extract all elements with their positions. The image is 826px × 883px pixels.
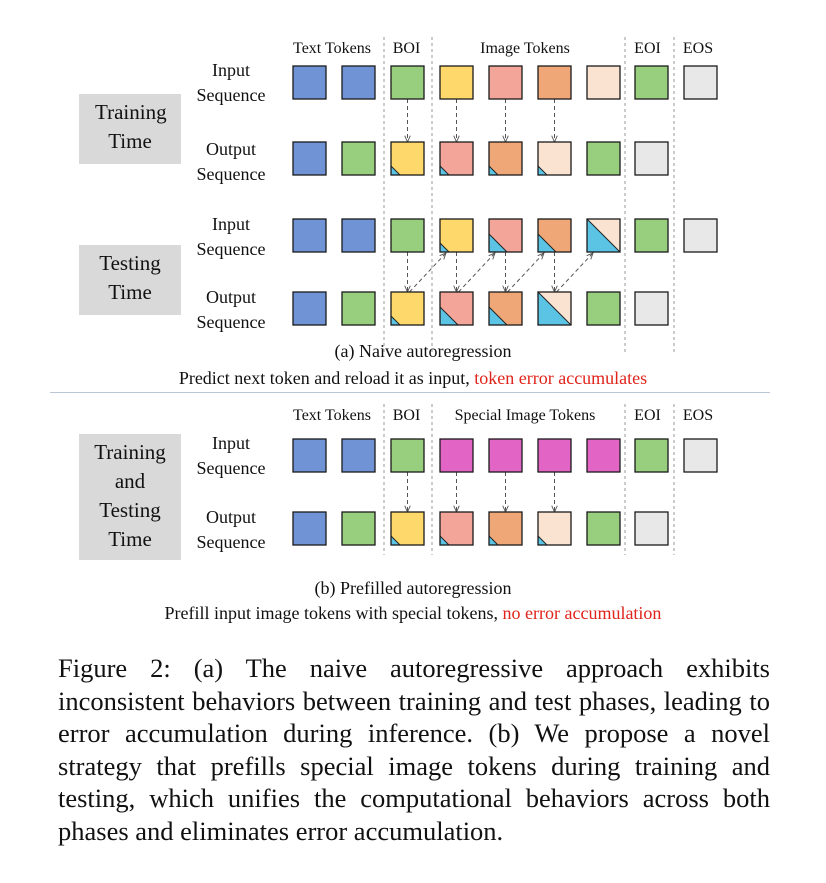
b-input-token-8 <box>635 439 668 472</box>
b-input-token-7 <box>587 439 620 472</box>
test-output-token-8 <box>635 292 668 325</box>
testing-time-text: Testing Time <box>99 251 161 304</box>
b-input-token-4 <box>440 439 473 472</box>
b-input-token-5 <box>489 439 522 472</box>
caption-b-red: no error accumulation <box>502 603 662 623</box>
test-arrow-reload-5 <box>557 253 594 292</box>
train-output-sequence-label: Output Sequence <box>196 139 266 184</box>
train-output-token-6 <box>538 142 571 175</box>
caption-a-title: (a) Naive autoregression <box>334 341 512 361</box>
train-input-token-5 <box>489 66 522 99</box>
test-input-token-9 <box>684 219 717 252</box>
b-input-token-9 <box>684 439 717 472</box>
train-input-token-6 <box>538 66 571 99</box>
column-dividers <box>384 37 674 555</box>
header-boi-b: BOI <box>392 407 421 424</box>
train-output-token-4 <box>440 142 473 175</box>
train-output-token-8 <box>635 142 668 175</box>
test-output-token-6 <box>538 292 571 325</box>
b-output-token-5 <box>489 512 522 545</box>
b-input-token-3 <box>391 439 424 472</box>
train-input-token-4 <box>440 66 473 99</box>
b-output-token-8 <box>635 512 668 545</box>
test-input-token-1 <box>293 219 326 252</box>
header-eos-b: EOS <box>682 407 714 424</box>
b-input-token-1 <box>293 439 326 472</box>
training-testing-time-text: Training and Testing Time <box>94 440 166 551</box>
header-text-tokens-b: Text Tokens <box>293 407 371 424</box>
test-input-token-8 <box>635 219 668 252</box>
b-output-token-1 <box>293 512 326 545</box>
b-input-token-2 <box>342 439 375 472</box>
train-output-token-7 <box>587 142 620 175</box>
test-input-token-5 <box>489 219 522 252</box>
train-input-token-3 <box>391 66 424 99</box>
header-eoi: EOI <box>634 40 661 57</box>
caption-b-main: Prefill input image tokens with special tokens, <box>164 603 503 623</box>
header-eoi-b: EOI <box>634 407 661 424</box>
caption-a-red: token error accumulates <box>474 368 648 388</box>
test-input-token-6 <box>538 219 571 252</box>
test-arrow-reload-3 <box>459 253 496 292</box>
header-boi: BOI <box>392 40 421 57</box>
b-output-token-4 <box>440 512 473 545</box>
train-output-token-2 <box>342 142 375 175</box>
test-input-token-3 <box>391 219 424 252</box>
b-output-token-2 <box>342 512 375 545</box>
caption-b-title: (b) Prefilled autoregression <box>314 578 512 598</box>
b-input-token-6 <box>538 439 571 472</box>
b-output-token-6 <box>538 512 571 545</box>
test-output-sequence-label: Output Sequence <box>196 287 266 332</box>
train-output-token-3 <box>391 142 424 175</box>
train-output-token-5 <box>489 142 522 175</box>
training-time-text: Training Time <box>95 100 167 153</box>
test-input-sequence-label: Input Sequence <box>196 214 266 259</box>
test-input-token-4 <box>440 219 473 252</box>
header-image-tokens: Image Tokens <box>480 40 570 57</box>
b-output-token-7 <box>587 512 620 545</box>
test-output-token-5 <box>489 292 522 325</box>
header-eos: EOS <box>682 40 714 57</box>
test-output-token-7 <box>587 292 620 325</box>
train-input-sequence-label: Input Sequence <box>196 60 266 105</box>
test-output-token-3 <box>391 292 424 325</box>
train-input-token-8 <box>635 66 668 99</box>
test-output-token-1 <box>293 292 326 325</box>
train-input-token-1 <box>293 66 326 99</box>
figure-caption: Figure 2: (a) The naive autoregressive approach exhibits inconsistent behaviors between training and test phases, leading to error accumulation during inference. (b) We propose a novel strategy that prefills special image tokens during training and testing, which unifies the computational behaviors across both phases and eliminates error accumulation. <box>58 653 770 846</box>
train-input-token-7 <box>587 66 620 99</box>
train-input-token-9 <box>684 66 717 99</box>
test-arrow-reload-2 <box>410 253 447 292</box>
train-input-token-2 <box>342 66 375 99</box>
header-special-image-tokens: Special Image Tokens <box>454 407 596 424</box>
b-output-sequence-label: Output Sequence <box>196 507 266 552</box>
b-output-token-3 <box>391 512 424 545</box>
header-text-tokens: Text Tokens <box>293 40 371 57</box>
test-input-token-2 <box>342 219 375 252</box>
train-output-token-1 <box>293 142 326 175</box>
test-output-token-4 <box>440 292 473 325</box>
test-arrow-reload-4 <box>508 253 545 292</box>
test-output-token-2 <box>342 292 375 325</box>
caption-a-main: Predict next token and reload it as input, <box>178 368 475 388</box>
b-input-sequence-label: Input Sequence <box>196 433 266 478</box>
test-input-token-7 <box>587 219 620 252</box>
